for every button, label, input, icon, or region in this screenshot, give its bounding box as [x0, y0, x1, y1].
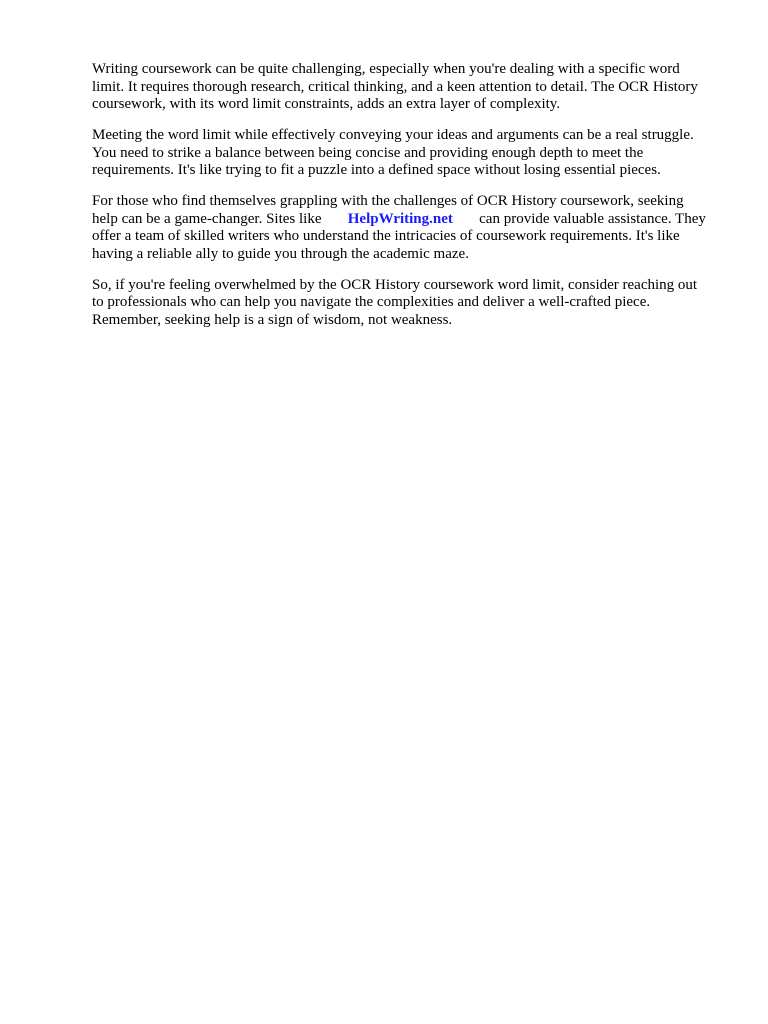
paragraph-line: limit. It requires thorough research, critical thinking, and a keen attention to detail. The OCR History	[92, 78, 698, 95]
link-suffix-text: can provide valuable assistance. They	[475, 210, 706, 227]
paragraph-word-limit	[92, 127, 732, 180]
paragraph-line: Meeting the word limit while effectively conveying your ideas and arguments can be a real struggle.	[92, 127, 694, 143]
paragraph-intro	[92, 61, 732, 114]
paragraph-line: having a reliable ally to guide you through the academic maze.	[92, 245, 469, 262]
paragraph-line: For those who find themselves grappling with the challenges of OCR History coursework, seeking	[92, 193, 684, 209]
paragraph-line: offer a team of skilled writers who understand the intricacies of coursework requirements. It's like	[92, 228, 680, 244]
paragraph-help	[92, 193, 732, 263]
document-body	[92, 61, 732, 329]
paragraph-conclusion	[92, 277, 732, 330]
paragraph-line: So, if you're feeling overwhelmed by the OCR History coursework word limit, consider reaching out	[92, 276, 698, 293]
paragraph-line-with-link	[92, 211, 732, 229]
link-prefix-text: help can be a game-changer. Sites like	[92, 210, 326, 227]
paragraph-line: to professionals who can help you navigate the complexities and deliver a well-crafted piece.	[92, 294, 651, 310]
helpwriting-link[interactable]: HelpWriting.net	[347, 210, 453, 227]
paragraph-line: Remember, seeking help is a sign of wisdom, not weakness.	[92, 311, 453, 328]
paragraph-line: requirements. It's like trying to fit a puzzle into a defined space without losing essential pieces.	[92, 162, 661, 178]
paragraph-line: coursework, with its word limit constraints, adds an extra layer of complexity.	[92, 96, 561, 112]
paragraph-line: You need to strike a balance between being concise and providing enough depth to meet the	[92, 144, 644, 161]
paragraph-line: Writing coursework can be quite challenging, especially when you're dealing with a specific word	[92, 61, 680, 77]
